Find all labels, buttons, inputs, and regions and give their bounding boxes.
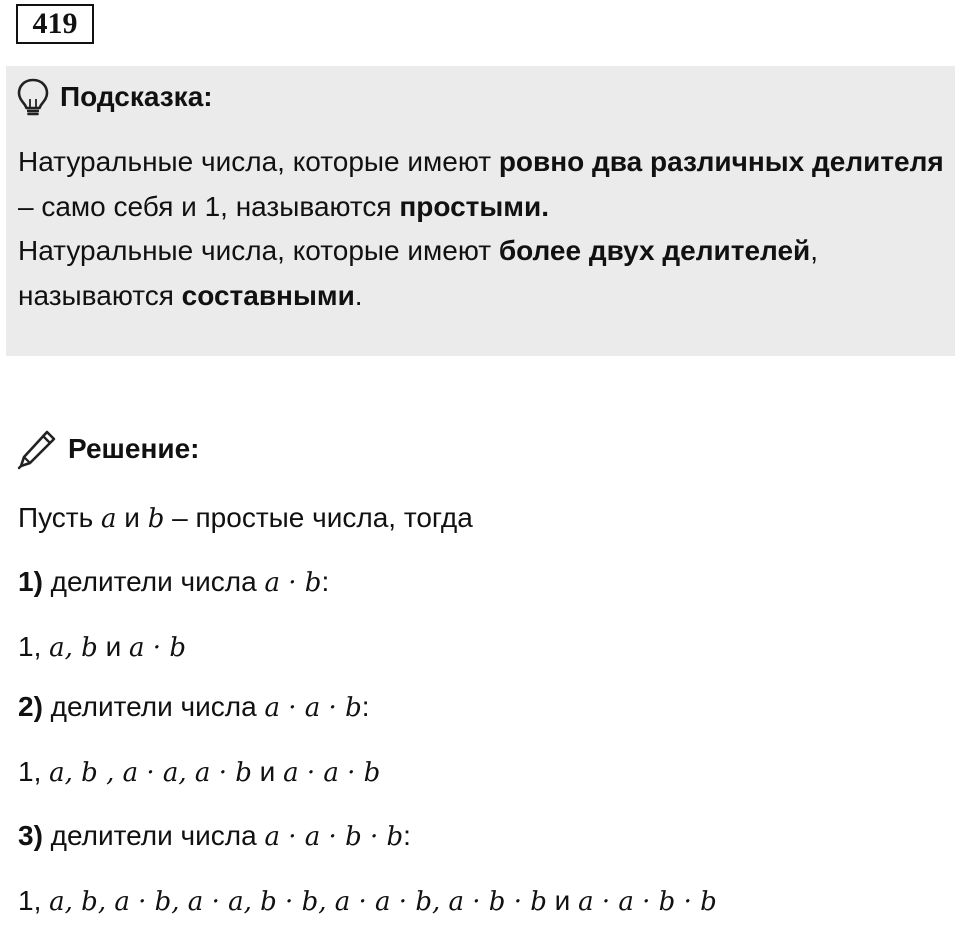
line-text: – простые числа, тогда xyxy=(164,502,473,533)
solution-line xyxy=(18,629,186,666)
step-number: 3) xyxy=(18,820,43,851)
solution-line xyxy=(18,564,329,601)
step-number: 1) xyxy=(18,566,43,597)
hint-bold-term: более двух делителей xyxy=(498,235,811,266)
line-text: 1, xyxy=(18,756,50,787)
math-expression: a, b, a · b, a · a, b · b, a · a · b, a · b · b xyxy=(49,887,547,917)
step-number: 2) xyxy=(18,691,43,722)
solution-line xyxy=(18,754,380,791)
hint-text-part: . xyxy=(354,279,363,311)
math-expression: a · b xyxy=(264,568,322,598)
math-expression: a, b , a · a, a · b xyxy=(49,758,252,788)
math-expression: a · a · b · b xyxy=(264,822,404,852)
math-expression: a xyxy=(101,504,117,534)
line-text: делители числа xyxy=(42,566,265,597)
pencil-icon xyxy=(16,428,58,470)
hint-text-part: Натуральные числа, которые имеют xyxy=(18,146,499,177)
line-text: и xyxy=(97,631,130,662)
line-text: : xyxy=(361,691,370,722)
math-expression: a · b xyxy=(129,633,186,663)
hint-header xyxy=(16,77,213,117)
line-text: 1, xyxy=(18,885,50,916)
line-text: и xyxy=(546,885,579,916)
hint-title: Подсказка: xyxy=(60,81,213,112)
math-expression: b xyxy=(147,504,165,534)
math-expression: a · a · b xyxy=(264,693,362,723)
hint-text xyxy=(18,140,948,318)
solution-line xyxy=(18,500,473,537)
solution-line xyxy=(18,689,370,726)
hint-text-part: , называются xyxy=(18,235,819,311)
hint-text-part: Натуральные числа, которые имеют xyxy=(18,235,499,266)
solution-title: Решение: xyxy=(68,433,200,464)
lightbulb-icon xyxy=(16,77,50,117)
math-expression: a, b xyxy=(49,633,98,663)
line-text: : xyxy=(321,566,330,597)
line-text: 1, xyxy=(18,631,50,662)
line-text: и xyxy=(116,502,148,533)
solution-line xyxy=(18,818,411,855)
math-expression: a · a · b · b xyxy=(578,887,717,917)
task-number: 419 xyxy=(16,4,94,44)
line-text: Пусть xyxy=(18,502,102,533)
hint-text-part: – само себя и 1, называются xyxy=(18,190,400,222)
hint-bold-term: составными xyxy=(181,279,355,311)
solution-line xyxy=(18,883,717,920)
line-text: делители числа xyxy=(42,820,265,851)
line-text: делители числа xyxy=(42,691,265,722)
line-text: : xyxy=(403,820,411,851)
math-expression: a · a · b xyxy=(283,758,381,788)
solution-header xyxy=(16,425,199,473)
hint-bold-term: ровно два различных делителя xyxy=(498,146,944,177)
line-text: и xyxy=(251,756,284,787)
hint-bold-term: простыми. xyxy=(399,190,550,222)
